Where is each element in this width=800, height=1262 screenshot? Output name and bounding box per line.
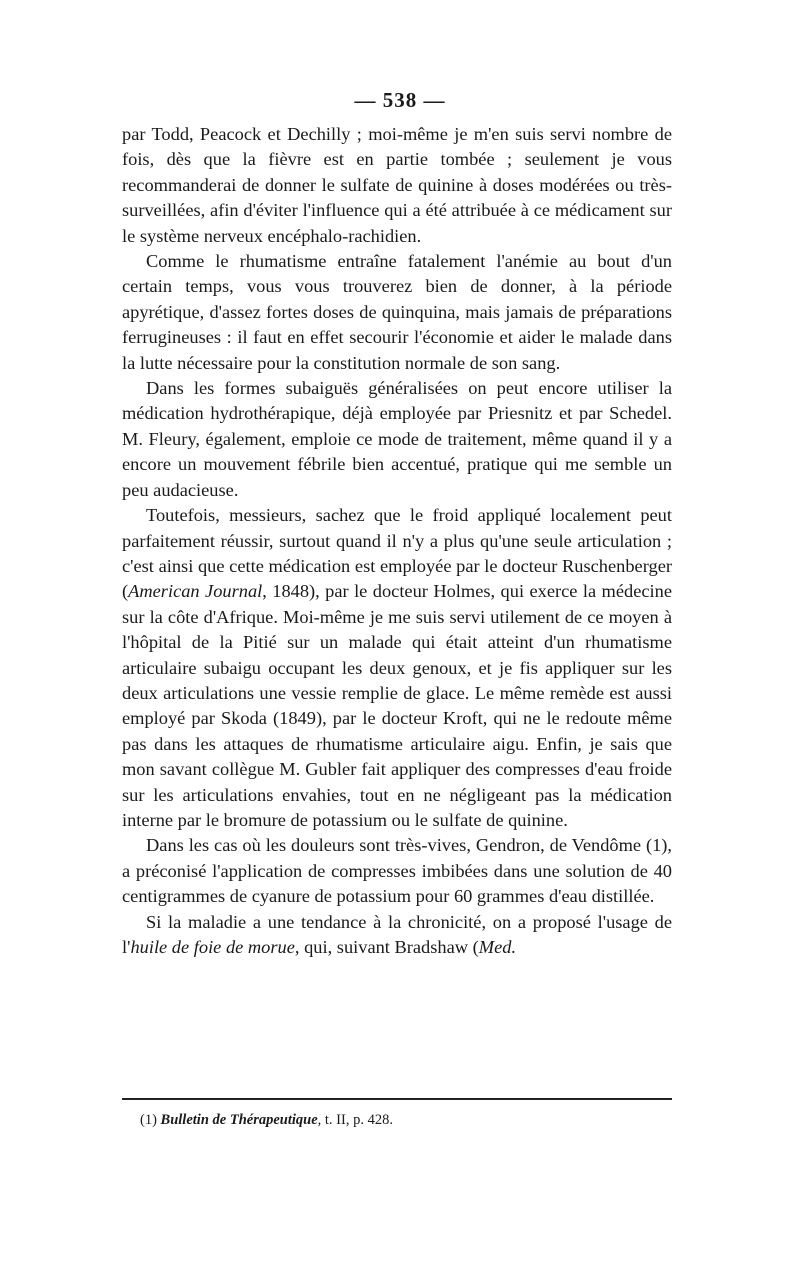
body-text — [122, 122, 672, 960]
paragraph-text: Si la maladie a une tendance à la chronicité, on a proposé l'usage de l' — [122, 911, 672, 957]
paragraph — [122, 376, 672, 503]
paragraph-text: Dans les cas où les douleurs sont très-vives, Gendron, de Vendôme (1), a préconisé l'application de compresses imbibées dans une solution de 40 centigrammes de cyanure de potassium pour 60 grammes d'eau distillée. — [122, 835, 672, 907]
footnote — [140, 1110, 670, 1130]
paragraph-text: Comme le rhumatisme entraîne fatalement l'anémie au bout d'un certain temps, vous vous trouverez bien de donner, à la période apyrétique, d'assez fortes doses de quinquina, mais jamais de préparations ferrugineuses : il faut en effet secourir l'économie et aider le malade dans la lutte nécessaire pour la constitution normale de son sang. — [122, 251, 672, 373]
paragraph — [122, 249, 672, 376]
footnote-title: Bulletin de Thérapeutique — [160, 1112, 318, 1128]
paragraph — [122, 503, 672, 833]
paragraph — [122, 910, 672, 961]
paragraph-text: Dans les formes subaiguës généralisées on peut encore utiliser la médication hydrothérapique, déjà employée par Priesnitz et par Schedel. M. Fleury, également, emploie ce mode de traitement, même quand il y a encore un mouvement fébrile bien accentué, pratique qui me semble un peu audacieuse. — [122, 378, 672, 500]
italic-citation: huile de foie de morue — [130, 937, 295, 957]
paragraph — [122, 833, 672, 909]
italic-citation: American Journal — [128, 581, 263, 602]
paragraph-text: , qui, suivant Bradshaw ( — [294, 937, 479, 957]
paragraph-text: Toutefois, messieurs, sachez que le froid appliqué localement peut parfaitement réussir, surtout quand il n'y a plus qu'une seule articulation ; c'est ainsi que cette médication est employée par le docteur Ruschenberger ( — [122, 505, 672, 602]
footnote-divider — [122, 1098, 672, 1100]
paragraph-text: , 1848), par le docteur Holmes, qui exerce la médecine sur la côte d'Afrique. Moi-même je me suis servi utilement de ce moyen à l'hôpital de la Pitié sur un malade qui était atteint d'un rhumatisme articulaire subaigu occupant les deux genoux, et je fis appliquer sur les deux articulations une vessie remplie de glace. Le même remède est aussi employé par Skoda (1849), par le docteur Kroft, qui ne le redoute même pas dans les attaques de rhumatisme articulaire aigu. Enfin, je sais que mon savant collègue M. Gubler fait appliquer des compresses d'eau froide sur les articulations envahies, tout en ne négligeant pas la médication interne par le bromure de potassium ou le sulfate de quinine. — [122, 581, 672, 830]
footnote-reference: , t. II, p. 428. — [317, 1112, 393, 1128]
page-number: — 538 — — [354, 88, 446, 112]
paragraph — [122, 122, 672, 249]
footnote-marker: (1) — [140, 1112, 157, 1128]
paragraph-text: par Todd, Peacock et Dechilly ; moi-même je m'en suis servi nombre de fois, dès que la fièvre est en partie tombée ; seulement je vous recommanderai de donner le sulfate de quinine à doses modérées ou très-surveillées, afin d'éviter l'influence qui a été attribuée à ce médicament sur le système nerveux encéphalo-rachidien. — [122, 124, 672, 246]
italic-citation: Med. — [478, 937, 517, 957]
